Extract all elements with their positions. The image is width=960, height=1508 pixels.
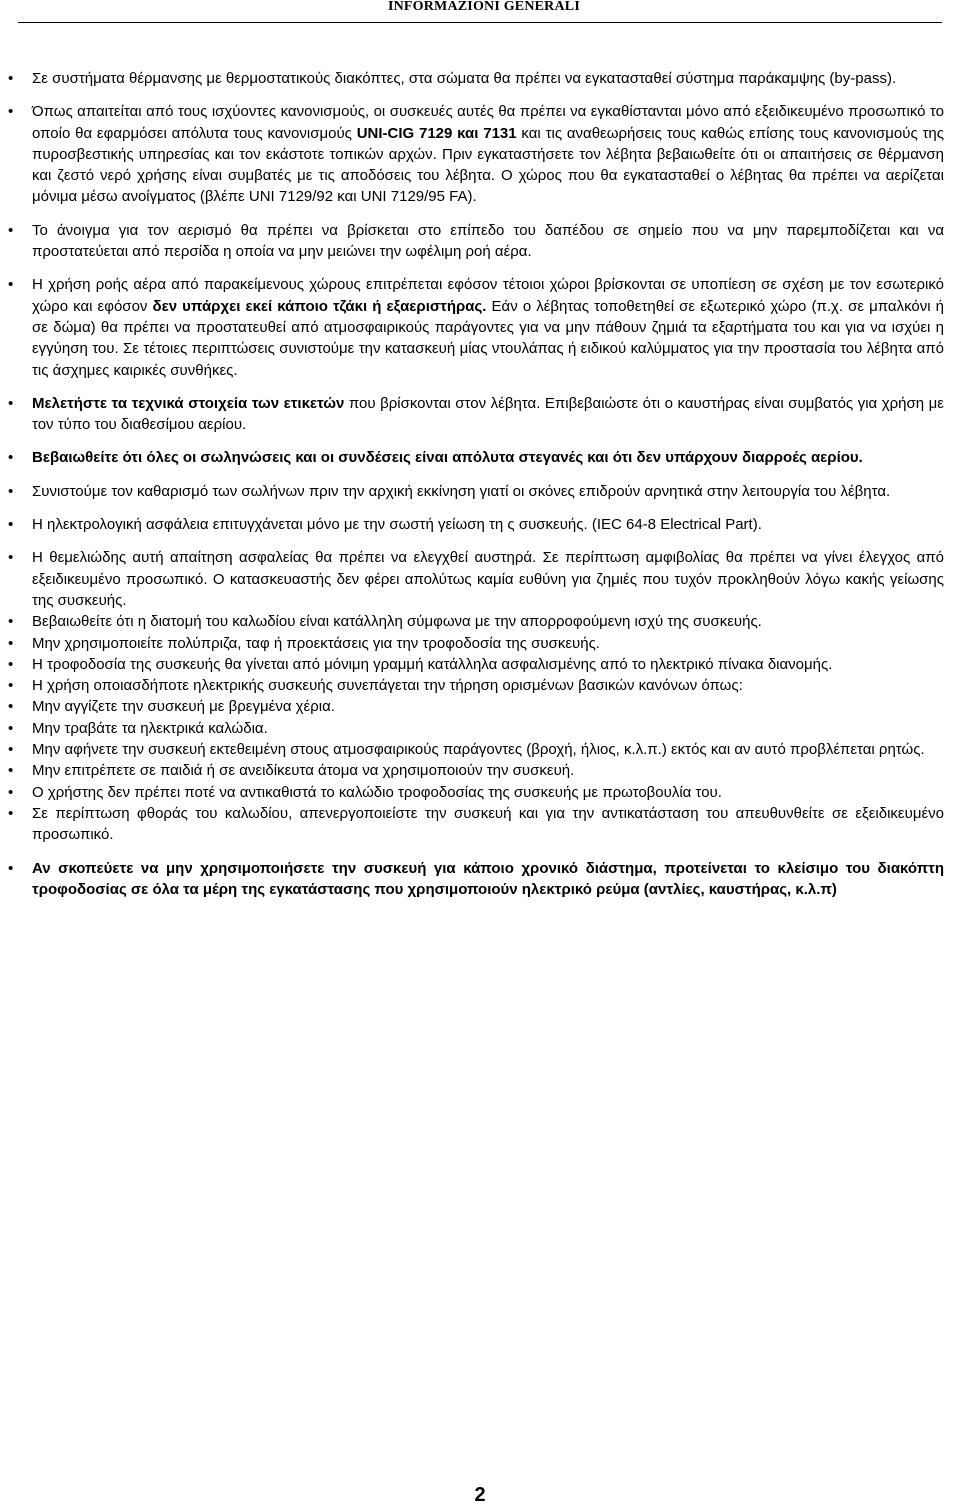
list-item-weather-exposure: • Μην αφήνετε την συσκευή εκτεθειμένη στους ατμοσφαιρικούς παράγοντες (βροχή, ήλιος, κ.λ.π.) εκτός και αν αυτό προβλέπεται ρητώς.: [0, 739, 960, 760]
page-number: 2: [474, 1484, 486, 1506]
list-item-wet-hands: • Μην αγγίζετε την συσκευή με βρεγμένα χέρια.: [0, 696, 960, 717]
list-item-electrical-safety: • Η ηλεκτρολογική ασφάλεια επιτυγχάνεται μόνο με την σωστή γείωση τη ς συσκευής. (IEC 64-8 Electrical Part).: [0, 514, 960, 535]
list-item-pipe-cleaning: • Συνιστούμε τον καθαρισμό των σωλήνων πριν την αρχική εκκίνηση γιατί οι σκόνες επιδρούν αρνητικά στην λειτουργία του λέβητα.: [0, 481, 960, 502]
document-body: [0, 68, 960, 900]
list-item-ventilation-opening: • Το άνοιγμα για τον αερισμό θα πρέπει να βρίσκεται στο επίπεδο του δαπέδου σε σημείο που να μην παρεμποδίζεται και να προστατεύεται από περσίδα η οποία να μην μειώνει την ωφέλιμη ροή αέρα.: [0, 220, 960, 263]
list-item-cable-section: • Βεβαιωθείτε ότι η διατομή του καλωδίου είναι κατάλληλη σύμφωνα με την απορροφούμενη ισχύ της συσκευής.: [0, 611, 960, 632]
list-item-basic-rules: • Η χρήση οποιασδήποτε ηλεκτρικής συσκευής συνεπάγεται την τήρηση ορισμένων βασικών κανόνων όπως:: [0, 675, 960, 696]
list-item-installation-regulations: • Όπως απαιτείται από τους ισχύοντες κανονισμούς, οι συσκευές αυτές θα πρέπει να εγκαθίστανται μόνο από εξειδικευμένο προσωπικό το οποίο θα εφαρμόσει απόλυτα τους κανονισμούς UNI-CIG 7129 και 7131 και τις αναθεωρήσεις τους καθώς επίσης τους κανονισμούς της πυροσβεστικής υπηρεσίας και τον εκάστοτε τοπικών αρχών. Πριν εγκαταστήσετε τον λέβητα βεβαιωθείτε ότι οι απαιτήσεις σε θέρμανση και ζεστό νερό χρήσης είναι συμβατές με τις αποδόσεις του λέβητα. Ο χώρος που θα εγκατασταθεί ο λέβητας θα πρέπει να αερίζεται μόνιμα μέσω ανοίγματος (βλέπε UNI 7129/92 και UNI 7129/95 FA).: [0, 101, 960, 207]
list-item-cable-damage: • Σε περίπτωση φθοράς του καλωδίου, απενεργοποιείστε την συσκευή και για την αντικατάσταση του απευθυνθείτε σε εξειδικευμένο προσωπικό.: [0, 803, 960, 846]
list-item-technical-labels: • Μελετήστε τα τεχνικά στοιχεία των ετικετών που βρίσκονται στον λέβητα. Επιβεβαιώστε ότι ο καυστήρας είναι συμβατός για χρήση με τον τύπο του διαθεσίμου αερίου.: [0, 393, 960, 436]
list-item-gas-leaks: • Βεβαιωθείτε ότι όλες οι σωληνώσεις και οι συνδέσεις είναι απόλυτα στεγανές και ότι δεν υπάρχουν διαρροές αερίου.: [0, 447, 960, 468]
header-rule: [18, 22, 942, 23]
header-title: INFORMAZIONI GENERALI: [387, 0, 580, 14]
list-item-children: • Μην επιτρέπετε σε παιδιά ή σε ανειδίκευτα άτομα να χρησιμοποιούν την συσκευή.: [0, 760, 960, 781]
list-item-air-flow: • Η χρήση ροής αέρα από παρακείμενους χώρους επιτρέπεται εφόσον τέτοιοι χώροι βρίσκονται σε υποπίεση σε σχέση με τον εσωτερικό χώρο και εφόσον δεν υπάρχει εκεί κάποιο τζάκι ή εξαεριστήρας. Εάν ο λέβητας τοποθετηθεί σε εξωτερικό χώρο (π.χ. σε μπαλκόνι ή σε δώμα) θα πρέπει να προστατευθεί από ατμοσφαιρικούς παράγοντες για να μην πάθουν ζημιά τα εξαρτήματα του και για να ισχύει η εγγύηση του. Σε τέτοιες περιπτώσεις συνιστούμε την κατασκευή μίας ντουλάπας ή ειδικού καλύμματος για την προστασία του λέβητα από τις άσχημες καιρικές συνθήκες.: [0, 274, 960, 380]
list-item-long-inactivity: • Αν σκοπεύετε να μην χρησιμοποιήσετε την συσκευή για κάποιο χρονικό διάστημα, προτείνεται το κλείσιμο του διακόπτη τροφοδοσίας σε όλα τα μέρη της εγκατάστασης που χρησιμοποιούν ηλεκτρικό ρεύμα (αντλίες, καυστήρας, κ.λ.π): [0, 858, 960, 901]
list-item-grounding-check: • Η θεμελιώδης αυτή απαίτηση ασφαλείας θα πρέπει να ελεγχθεί αυστηρά. Σε περίπτωση αμφιβολίας θα πρέπει να γίνει έλεγχος από εξειδικευμένο προσωπικό. Ο κατασκευαστής δεν φέρει απολύτως καμία ευθύνη για ζημιές που τυχόν προκληθούν λόγω κακής γείωσης της συσκευής.: [0, 547, 960, 611]
list-item-pull-cables: • Μην τραβάτε τα ηλεκτρικά καλώδια.: [0, 718, 960, 739]
list-item-power-supply: • Η τροφοδοσία της συσκευής θα γίνεται από μόνιμη γραμμή κατάλληλα ασφαλισμένης από το ηλεκτρικό πίνακα διανομής.: [0, 654, 960, 675]
list-item-bypass: • Σε συστήματα θέρμανσης με θερμοστατικούς διακόπτες, στα σώματα θα πρέπει να εγκατασταθεί σύστημα παράκαμψης (by-pass).: [0, 68, 960, 89]
page-header: [0, 0, 960, 24]
list-item-cable-replacement: • Ο χρήστης δεν πρέπει ποτέ να αντικαθιστά το καλώδιο τροφοδοσίας της συσκευής με πρωτοβουλία του.: [0, 782, 960, 803]
instruction-list: [0, 68, 960, 900]
list-item-multi-plugs: • Μην χρησιμοποιείτε πολύπριζα, ταφ ή προεκτάσεις για την τροφοδοσία της συσκευής.: [0, 633, 960, 654]
